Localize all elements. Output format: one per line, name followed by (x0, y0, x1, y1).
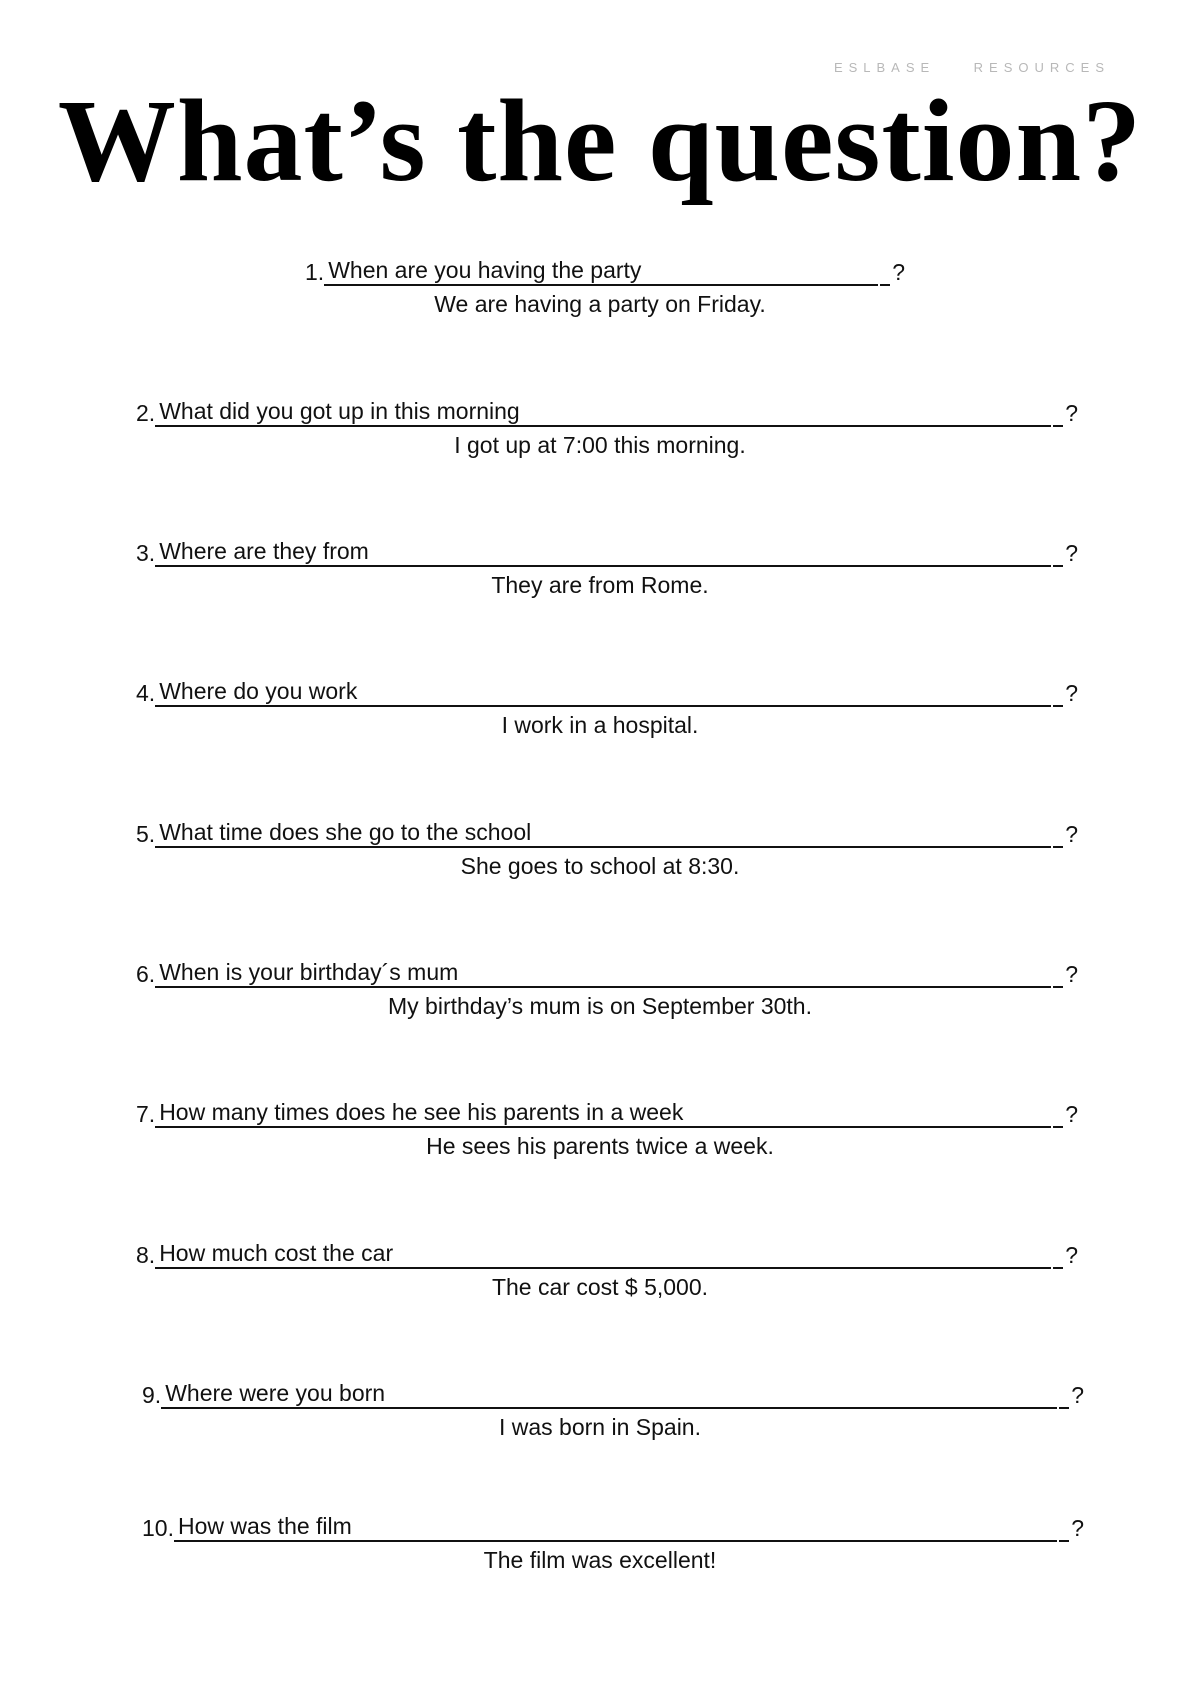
blank-end (1053, 986, 1063, 988)
blank-end (1059, 1540, 1069, 1542)
question-answer-field[interactable]: What time does she go to the school (155, 818, 1051, 848)
question-line (136, 533, 1078, 567)
answer-sentence: I got up at 7:00 this morning. (454, 432, 746, 458)
question-item (0, 1235, 1200, 1325)
blank-end (1053, 565, 1063, 567)
question-item (0, 673, 1200, 763)
question-item (0, 252, 1200, 342)
question-answer-field[interactable]: Where were you born (161, 1379, 1057, 1409)
question-mark: ? (892, 259, 905, 285)
question-line (136, 393, 1078, 427)
blank-end (1059, 1407, 1069, 1409)
question-line (305, 252, 905, 286)
question-line (142, 1375, 1084, 1409)
question-line (136, 673, 1078, 707)
question-answer-field[interactable]: When is your birthday´s mum (155, 958, 1051, 988)
question-number: 7. (136, 1101, 156, 1127)
question-number: 9. (142, 1382, 162, 1408)
question-mark: ? (1065, 680, 1078, 706)
question-answer-field[interactable]: Where are they from (155, 537, 1051, 567)
answer-sentence: I was born in Spain. (498, 1414, 701, 1440)
question-number: 1. (305, 259, 325, 285)
question-number: 10. (142, 1515, 174, 1541)
question-item (0, 954, 1200, 1044)
question-number: 5. (136, 821, 156, 847)
blank-end (1053, 846, 1063, 848)
blank-end (880, 284, 890, 286)
question-number: 3. (136, 540, 156, 566)
question-line (142, 1508, 1084, 1542)
question-answer-field[interactable]: Where do you work (155, 677, 1051, 707)
question-item (0, 814, 1200, 904)
question-mark: ? (1065, 961, 1078, 987)
question-item (0, 533, 1200, 623)
question-mark: ? (1065, 540, 1078, 566)
answer-sentence: He sees his parents twice a week. (426, 1133, 774, 1159)
answer-sentence: The car cost $ 5,000. (491, 1274, 709, 1300)
question-item (0, 1375, 1200, 1465)
answer-sentence: They are from Rome. (491, 572, 709, 598)
blank-end (1053, 705, 1063, 707)
answer-sentence: My birthday’s mum is on September 30th. (388, 993, 812, 1019)
question-mark: ? (1071, 1382, 1084, 1408)
question-number: 4. (136, 680, 156, 706)
question-line (136, 954, 1078, 988)
question-number: 2. (136, 400, 156, 426)
answer-sentence: The film was excellent! (483, 1547, 717, 1573)
question-line (136, 1094, 1078, 1128)
worksheet-title: What’s the question? (57, 75, 1143, 206)
question-item (0, 1094, 1200, 1184)
answer-sentence: She goes to school at 8:30. (460, 853, 740, 879)
question-answer-field[interactable]: When are you having the party (324, 256, 878, 286)
question-answer-field[interactable]: How many times does he see his parents in a week (155, 1098, 1051, 1128)
blank-end (1053, 1267, 1063, 1269)
question-answer-field[interactable]: What did you got up in this morning (155, 397, 1051, 427)
answer-sentence: We are having a party on Friday. (434, 291, 766, 317)
question-mark: ? (1065, 1242, 1078, 1268)
question-number: 8. (136, 1242, 156, 1268)
answer-sentence: I work in a hospital. (501, 712, 699, 738)
question-item (0, 1508, 1200, 1598)
question-line (136, 814, 1078, 848)
blank-end (1053, 1126, 1063, 1128)
question-answer-field[interactable]: How was the film (174, 1512, 1057, 1542)
question-mark: ? (1065, 1101, 1078, 1127)
watermark: ESLBASE RESOURCES (833, 60, 1110, 75)
question-mark: ? (1065, 821, 1078, 847)
question-mark: ? (1065, 400, 1078, 426)
blank-end (1053, 425, 1063, 427)
question-line (136, 1235, 1078, 1269)
question-mark: ? (1071, 1515, 1084, 1541)
question-item (0, 393, 1200, 483)
question-number: 6. (136, 961, 156, 987)
question-answer-field[interactable]: How much cost the car (155, 1239, 1051, 1269)
